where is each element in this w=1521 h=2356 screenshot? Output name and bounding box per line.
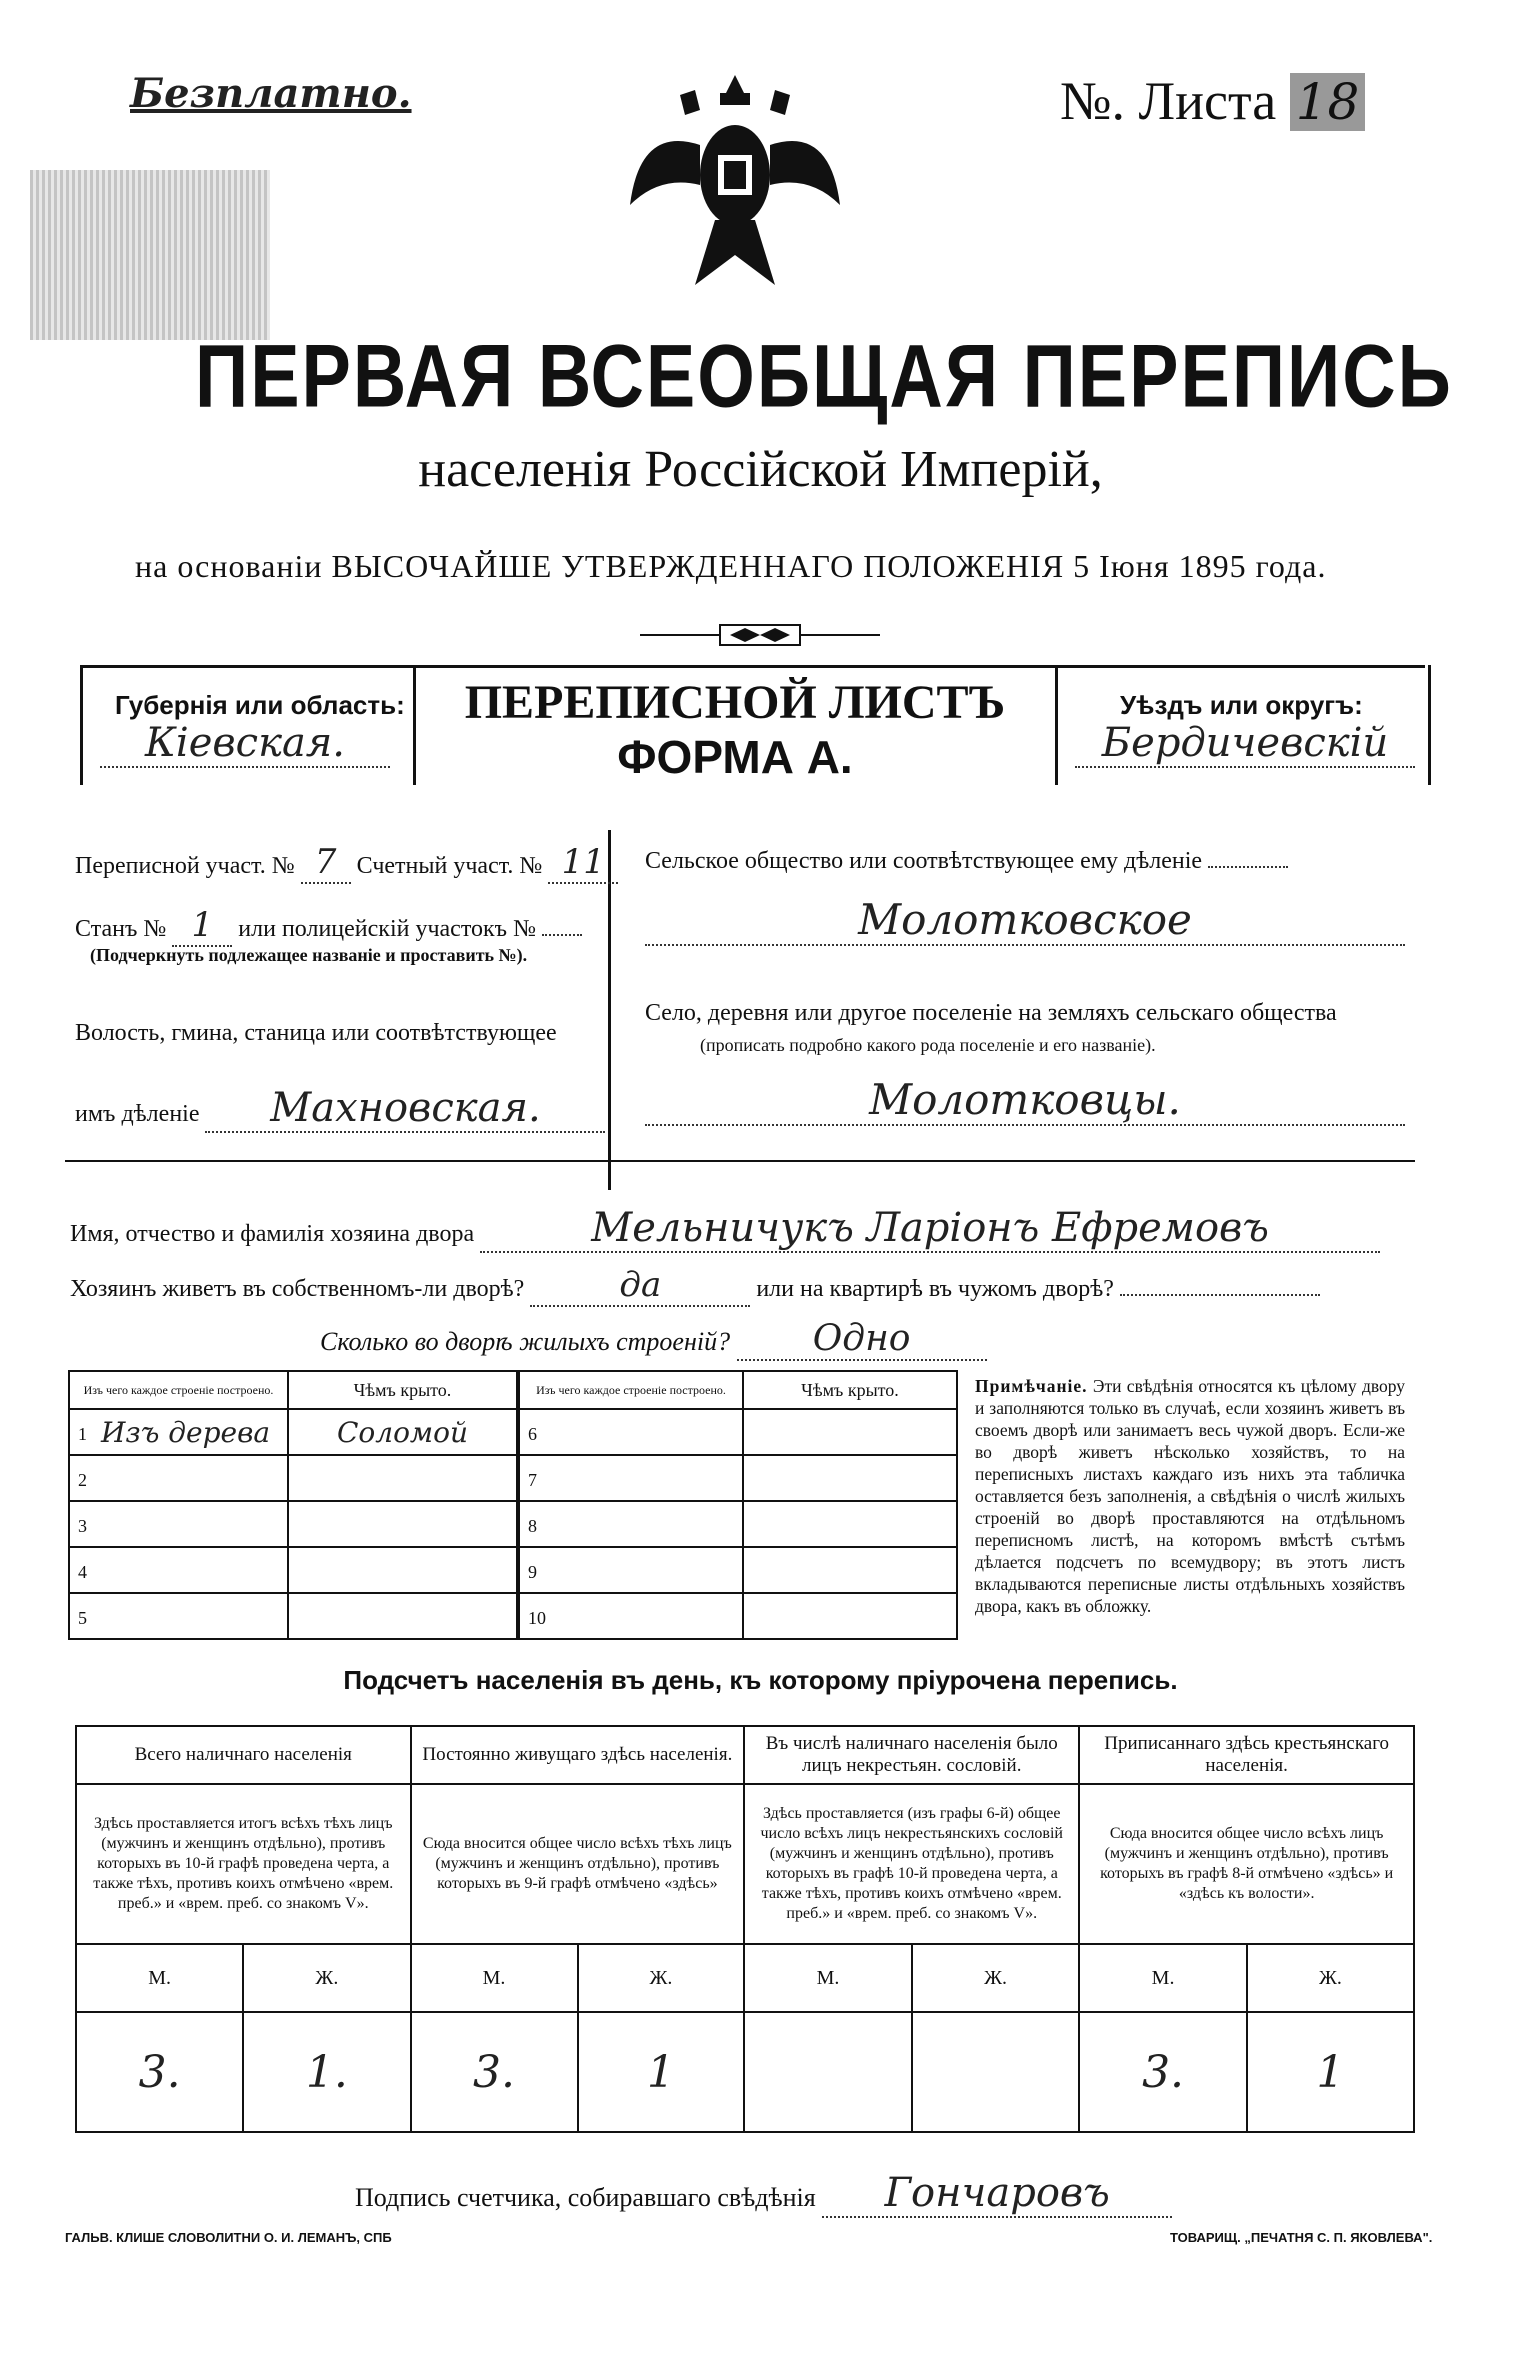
col-material-2: Изъ чего каждое строеніе построено. xyxy=(519,1371,743,1409)
police-note: (Подчеркнуть подлежащее названіе и проставить №). xyxy=(90,945,528,965)
building-material-cell xyxy=(519,1593,743,1639)
buildings-label: Сколько во дворѣ жилыхъ строеній? xyxy=(320,1327,731,1356)
building-row xyxy=(69,1501,517,1547)
rent-label: или на квартирѣ въ чужомъ дворѣ? xyxy=(756,1276,1114,1302)
building-roof xyxy=(743,1455,957,1501)
population-title: Подсчетъ населенія въ день, къ которому пріурочена перепись. xyxy=(343,1665,1178,1695)
population-col-head: Всего наличнаго населенія xyxy=(76,1726,411,1784)
stan-value: 1 xyxy=(172,905,232,947)
gubernia-value: Кіевская. xyxy=(100,720,390,768)
sheet-number xyxy=(1060,70,1365,132)
building-roof: Соломой xyxy=(288,1409,517,1455)
female-header: Ж. xyxy=(578,1944,745,2012)
building-row xyxy=(69,1593,517,1639)
selskoe-dots xyxy=(1208,866,1288,868)
population-table xyxy=(75,1725,1415,2133)
volost-row xyxy=(75,1085,605,1133)
population-col-desc: Здѣсь проставляется (изъ графы 6-й) общее число всѣхъ лицъ некрестьянскихъ сословій (мужчинъ и женщинъ отдѣльно), противъ которыхъ въ графѣ 10-й проведена черта, а также тѣхъ, противъ коихъ отмѣчено «врем. преб.» и «врем. преб. со знакомъ V». xyxy=(744,1784,1079,1944)
stamp-area xyxy=(30,170,270,340)
population-value: 3. xyxy=(1079,2012,1247,2132)
building-row xyxy=(69,1455,517,1501)
male-header: М. xyxy=(1079,1944,1247,2012)
perepis-uchast-value: 7 xyxy=(301,842,351,884)
subtitle: населенія Россійской Имперій, xyxy=(418,441,1103,498)
building-roof xyxy=(288,1501,517,1547)
owner-row xyxy=(70,1205,1380,1253)
police-value xyxy=(542,934,582,936)
building-row-number: 8 xyxy=(528,1516,537,1536)
footer-right: ТОВАРИЩ. „ПЕЧАТНЯ С. П. ЯКОВЛЕВА". xyxy=(1170,2230,1433,2245)
population-col-head: Постоянно живущаго здѣсь населенія. xyxy=(411,1726,745,1784)
population-value: 3. xyxy=(76,2012,243,2132)
building-row-number: 9 xyxy=(528,1562,537,1582)
building-row xyxy=(69,1409,517,1455)
building-roof xyxy=(288,1547,517,1593)
police-label: или полицейскій участокъ № xyxy=(238,916,536,942)
building-material-cell xyxy=(69,1547,288,1593)
population-value: 1. xyxy=(243,2012,410,2132)
perepis-uchast-label: Переписной участ. № xyxy=(75,853,295,879)
note-head: Примѣчаніе. xyxy=(975,1376,1088,1396)
buildings-table-left xyxy=(68,1370,518,1640)
building-material-cell xyxy=(519,1455,743,1501)
double-headed-eagle-icon xyxy=(620,55,850,295)
selo-note: (прописать подробно какого рода поселеніе и его названіе). xyxy=(700,1035,1156,1055)
selskoe-label: Сельское общество или соотвѣтствующее ему дѣленіе xyxy=(645,848,1203,874)
own-yard-label: Хозяинъ живетъ въ собственномъ-ли дворѣ? xyxy=(70,1276,525,1302)
main-title: ПЕРВАЯ ВСЕОБЩАЯ ПЕРЕПИСЬ xyxy=(195,326,1453,426)
building-row xyxy=(519,1501,957,1547)
uezd-value: Бердичевскій xyxy=(1075,720,1415,768)
male-header: М. xyxy=(76,1944,243,2012)
col-material: Изъ чего каждое строеніе построено. xyxy=(69,1371,288,1409)
schetny-uchast-value: 11 xyxy=(548,842,618,884)
population-value xyxy=(744,2012,912,2132)
building-material-cell xyxy=(519,1501,743,1547)
building-row-number: 5 xyxy=(78,1608,87,1628)
population-value: 1 xyxy=(578,2012,745,2132)
building-material-cell xyxy=(519,1547,743,1593)
population-value: 3. xyxy=(411,2012,578,2132)
population-col-head: Приписаннаго здѣсь крестьянскаго населенія. xyxy=(1079,1726,1414,1784)
building-roof xyxy=(288,1455,517,1501)
stan-label: Станъ № xyxy=(75,916,167,942)
form-title-2: ФОРМА А. xyxy=(617,731,853,783)
buildings-row xyxy=(320,1318,987,1361)
owner-value: Мельничукъ Ларіонъ Ефремовъ xyxy=(480,1205,1380,1253)
rent-value xyxy=(1120,1294,1320,1296)
sheet-label: №. Листа xyxy=(1060,71,1277,131)
form-title-1: ПЕРЕПИСНОЙ ЛИСТЪ xyxy=(464,676,1006,729)
signature-label: Подпись счетчика, собиравшаго свѣдѣнія xyxy=(355,2183,816,2212)
building-roof xyxy=(288,1593,517,1639)
population-value: 1 xyxy=(1247,2012,1414,2132)
building-row-number: 7 xyxy=(528,1470,537,1490)
population-col-desc: Здѣсь проставляется итогъ всѣхъ тѣхъ лицъ (мужчинъ и женщинъ отдѣльно), противъ которыхъ въ 10-й графѣ проведена черта, а также тѣхъ, противъ коихъ отмѣчено «врем. преб.» и «врем. преб. со знакомъ V». xyxy=(76,1784,411,1944)
female-header: Ж. xyxy=(243,1944,410,2012)
building-row xyxy=(519,1409,957,1455)
selo-value: Молотковцы. xyxy=(645,1075,1405,1126)
population-value xyxy=(912,2012,1080,2132)
stan-row xyxy=(75,905,582,947)
population-col-head: Въ числѣ наличнаго населенія было лицъ некрестьян. сословій. xyxy=(744,1726,1079,1784)
male-header: М. xyxy=(411,1944,578,2012)
building-row-number: 3 xyxy=(78,1516,87,1536)
building-row-number: 6 xyxy=(528,1424,537,1444)
building-roof xyxy=(743,1409,957,1455)
female-header: Ж. xyxy=(1247,1944,1414,2012)
col-roof-2: Чѣмъ крыто. xyxy=(743,1371,957,1409)
building-row-number: 2 xyxy=(78,1470,87,1490)
gubernia-label: Губернія или область: xyxy=(115,690,405,720)
location-bottom-rule xyxy=(65,1160,1415,1162)
buildings-value: Одно xyxy=(737,1318,987,1361)
volost-label-2: имъ дѣленіе xyxy=(75,1101,200,1127)
selo-label: Село, деревня или другое поселеніе на земляхъ сельскаго общества xyxy=(645,1000,1337,1026)
ornamental-divider-icon xyxy=(640,620,880,650)
building-row xyxy=(519,1455,957,1501)
col-roof: Чѣмъ крыто. xyxy=(288,1371,517,1409)
note-block xyxy=(975,1375,1405,1617)
signature-value: Гончаровъ xyxy=(822,2170,1172,2218)
volost-value: Махновская. xyxy=(205,1085,605,1133)
schetny-uchast-label: Счетный участ. № xyxy=(356,853,543,879)
building-roof xyxy=(743,1501,957,1547)
building-row xyxy=(519,1593,957,1639)
buildings-table-right xyxy=(518,1370,958,1640)
selskoe-row xyxy=(645,848,1288,875)
population-col-desc: Сюда вносится общее число всѣхъ лицъ (мужчинъ и женщинъ отдѣльно), противъ которыхъ въ графѣ 8-й отмѣчено «здѣсь» и «здѣсь къ волости». xyxy=(1079,1784,1414,1944)
note-text: Эти свѣдѣнія относятся къ цѣлому двору и заполняются только въ случаѣ, если хозяинъ живетъ въ своемъ дворѣ или занимаетъ весь чужой дворъ. Если-же во дворѣ живетъ нѣсколько хозяйствъ, то на переписныхъ листахъ каждаго изъ нихъ эта табличка оставляется безъ заполненія, а свѣдѣнія о числѣ жилыхъ строеній во дворѣ проставляются на отдѣльномъ переписномъ листѣ, на которомъ вмѣстѣ сътѣмъ дѣлается подсчетъ по всемудвору; въ этотъ листъ вкладываются переписные листы отдѣльныхъ хозяйствъ двора, какъ въ обложку. xyxy=(975,1376,1406,1616)
free-label: Безплатно. xyxy=(130,70,412,117)
building-roof xyxy=(743,1547,957,1593)
owner-label: Имя, отчество и фамилія хозяина двора xyxy=(70,1221,475,1247)
building-material-cell xyxy=(69,1455,288,1501)
volost-label: Волость, гмина, станица или соотвѣтствующее xyxy=(75,1020,557,1046)
building-material-cell xyxy=(519,1409,743,1455)
building-row xyxy=(69,1547,517,1593)
selskoe-value: Молотковское xyxy=(645,895,1405,946)
uezd-label: Уѣздъ или округъ: xyxy=(1120,690,1363,720)
building-material-cell xyxy=(69,1593,288,1639)
male-header: М. xyxy=(744,1944,912,2012)
female-header: Ж. xyxy=(912,1944,1080,2012)
footer-left: ГАЛЬВ. КЛИШЕ СЛОВОЛИТНИ О. И. ЛЕМАНЪ, СПБ xyxy=(65,2230,392,2245)
perepis-uchast-row xyxy=(75,842,618,884)
basis-line: на основаніи ВЫСОЧАЙШЕ УТВЕРЖДЕННАГО ПОЛОЖЕНІЯ 5 Іюня 1895 года. xyxy=(135,548,1327,584)
building-material-cell xyxy=(69,1501,288,1547)
building-row-number: 4 xyxy=(78,1562,87,1582)
building-row xyxy=(519,1547,957,1593)
population-col-desc: Сюда вносится общее число всѣхъ тѣхъ лицъ (мужчинъ и женщинъ отдѣльно), противъ которыхъ въ 9-й графѣ отмѣчено «здѣсь» xyxy=(411,1784,745,1944)
building-roof xyxy=(743,1593,957,1639)
building-material: Изъ дерева xyxy=(101,1415,271,1449)
own-yard-value: да xyxy=(530,1265,750,1307)
own-yard-row xyxy=(70,1265,1320,1307)
building-material-cell xyxy=(69,1409,288,1455)
building-row-number: 10 xyxy=(528,1608,546,1628)
sheet-value: 18 xyxy=(1290,73,1366,131)
building-row-number: 1 xyxy=(78,1424,87,1444)
signature-row xyxy=(355,2170,1172,2218)
location-divider xyxy=(608,830,611,1190)
